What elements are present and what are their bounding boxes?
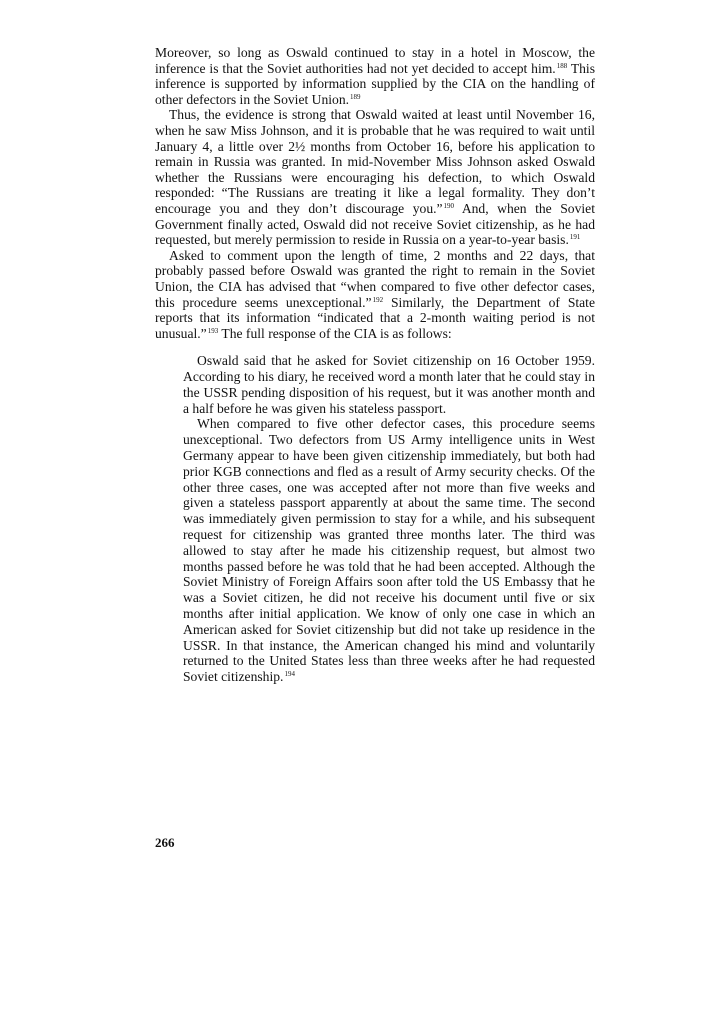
- footnote-marker: 188: [556, 61, 568, 70]
- paragraph-text: Asked to comment upon the length of time, 2 months and 22 days, that probably passed before Oswald was granted the right to remain in the Soviet Union, the CIA has advised that “when compared to five other defector cases, this procedure seems unexceptional.”: [155, 247, 595, 310]
- main-text: [155, 45, 595, 341]
- block-quote: [183, 353, 595, 685]
- paragraph: [183, 353, 595, 416]
- paragraph-text: When compared to five other defector cases, this procedure seems unexceptional. Two defectors from US Army intelligence units in West Germany appear to have been given citizenship immediately, but both had prior KGB connections and fled as a result of Army security checks. Of the other three cases, one was accepted after not more than five weeks and given a stateless passport apparently at about the same time. The second was immediately given permission to stay for a while, and his subsequent request for citizenship was granted three months later. The third was allowed to stay after he made his citizenship request, but almost two months passed before he was told that he had been accepted. Although the Soviet Ministry of Foreign Affairs soon after told the US Embassy that he was a Soviet citizen, he did not receive his document until five or six months after initial application. We know of only one case in which an American asked for Soviet citizenship but did not take up residence in the USSR. In that instance, the American changed his mind and voluntarily returned to the United States less than three weeks after he had requested Soviet citizenship.: [183, 416, 595, 685]
- paragraph-text: The full response of the CIA is as follows:: [218, 325, 452, 341]
- paragraph: [155, 45, 595, 107]
- footnote-marker: 191: [569, 233, 581, 242]
- paragraph: [155, 248, 595, 342]
- paragraph-text: Moreover, so long as Oswald continued to stay in a hotel in Moscow, the inference is that the Soviet authorities had not yet decided to accept him.: [155, 45, 595, 76]
- paragraph: [183, 416, 595, 685]
- footnote-marker: 194: [284, 670, 295, 679]
- paragraph: [155, 107, 595, 247]
- paragraph-text: Oswald said that he asked for Soviet citizenship on 16 October 1959. According to his diary, he received word a month later that he could stay in the USSR pending disposition of his request, but it was another month and a half before he was given his stateless passport.: [183, 353, 595, 416]
- paragraph-text: Thus, the evidence is strong that Oswald waited at least until November 16, when he saw Miss Johnson, and it is probable that he was required to wait until January 4, a little over 2½ months from October 16, before his application to remain in Russia was granted. In mid-November Miss Johnson asked Oswald whether the Russians were encouraging his defection, to which Oswald responded: “The Russians are treating it like a legal formality. They don’t encourage you and they don’t discourage you.”: [155, 107, 595, 216]
- footnote-marker: 193: [207, 326, 219, 335]
- paragraph-text: Similarly, the Department of State reports that its information “indicated that a 2-month waiting period is not unusual.”: [155, 294, 595, 341]
- footnote-marker: 192: [372, 295, 384, 304]
- footnote-marker: 189: [350, 92, 361, 101]
- paragraph-text: This inference is supported by information supplied by the CIA on the handling of other defectors in the Soviet Union.: [155, 60, 595, 107]
- paragraph-text: And, when the Soviet Government finally acted, Oswald did not receive Soviet citizenship, as he had requested, but merely permission to reside in Russia on a year-to-year basis.: [155, 200, 595, 248]
- footnote-marker: 190: [443, 201, 455, 210]
- page-number: 266: [155, 835, 175, 850]
- page-body: [155, 45, 595, 685]
